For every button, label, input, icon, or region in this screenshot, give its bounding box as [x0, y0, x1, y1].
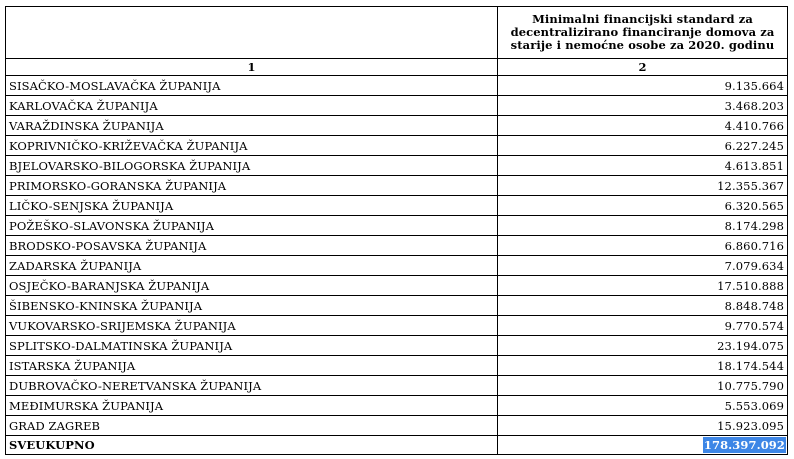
table-body [6, 7, 788, 455]
table-row [6, 236, 788, 256]
county-name-cell: GRAD ZAGREB [6, 416, 498, 436]
table-row [6, 336, 788, 356]
funding-value-cell: 6.227.245 [498, 136, 788, 156]
total-label-cell: SVEUKUPNO [6, 436, 498, 455]
table-row [6, 76, 788, 96]
county-name-cell: KOPRIVNIČKO-KRIŽEVAČKA ŽUPANIJA [6, 136, 498, 156]
county-name-cell: SISAČKO-MOSLAVAČKA ŽUPANIJA [6, 76, 498, 96]
total-value-cell [498, 436, 788, 455]
county-name-cell: VUKOVARSKO-SRIJEMSKA ŽUPANIJA [6, 316, 498, 336]
table-row [6, 316, 788, 336]
funding-value-cell: 6.860.716 [498, 236, 788, 256]
header-cell-county [6, 7, 498, 59]
funding-value-cell: 17.510.888 [498, 276, 788, 296]
table-row [6, 196, 788, 216]
table-row [6, 96, 788, 116]
funding-value-cell: 7.079.634 [498, 256, 788, 276]
table-row [6, 296, 788, 316]
funding-value-cell: 8.848.748 [498, 296, 788, 316]
table-row [6, 116, 788, 136]
county-name-cell: BRODSKO-POSAVSKA ŽUPANIJA [6, 236, 498, 256]
header-cell-standard: Minimalni financijski standard za decentralizirano financiranje domova za starije i nemoćne osobe za 2020. godinu [498, 7, 788, 59]
county-name-cell: POŽEŠKO-SLAVONSKA ŽUPANIJA [6, 216, 498, 236]
selected-total-value[interactable]: 178.397.092 [703, 438, 785, 452]
county-name-cell: OSJEČKO-BARANJSKA ŽUPANIJA [6, 276, 498, 296]
county-name-cell: VARAŽDINSKA ŽUPANIJA [6, 116, 498, 136]
column-number-row [6, 59, 788, 76]
county-name-cell: PRIMORSKO-GORANSKA ŽUPANIJA [6, 176, 498, 196]
table-row [6, 136, 788, 156]
funding-value-cell: 9.770.574 [498, 316, 788, 336]
funding-table [5, 6, 788, 455]
funding-value-cell: 10.775.790 [498, 376, 788, 396]
county-name-cell: MEĐIMURSKA ŽUPANIJA [6, 396, 498, 416]
county-name-cell: ISTARSKA ŽUPANIJA [6, 356, 498, 376]
table-row [6, 396, 788, 416]
county-name-cell: BJELOVARSKO-BILOGORSKA ŽUPANIJA [6, 156, 498, 176]
funding-value-cell: 6.320.565 [498, 196, 788, 216]
column-number-2: 2 [498, 59, 788, 76]
table-row [6, 276, 788, 296]
county-name-cell: LIČKO-SENJSKA ŽUPANIJA [6, 196, 498, 216]
table-row [6, 176, 788, 196]
total-row [6, 436, 788, 455]
table-row [6, 376, 788, 396]
funding-value-cell: 9.135.664 [498, 76, 788, 96]
county-name-cell: SPLITSKO-DALMATINSKA ŽUPANIJA [6, 336, 498, 356]
county-name-cell: ZADARSKA ŽUPANIJA [6, 256, 498, 276]
funding-value-cell: 5.553.069 [498, 396, 788, 416]
funding-value-cell: 18.174.544 [498, 356, 788, 376]
funding-value-cell: 3.468.203 [498, 96, 788, 116]
header-row [6, 7, 788, 59]
column-number-1: 1 [6, 59, 498, 76]
county-name-cell: DUBROVAČKO-NERETVANSKA ŽUPANIJA [6, 376, 498, 396]
funding-value-cell: 4.613.851 [498, 156, 788, 176]
county-name-cell: ŠIBENSKO-KNINSKA ŽUPANIJA [6, 296, 498, 316]
funding-value-cell: 15.923.095 [498, 416, 788, 436]
table-row [6, 356, 788, 376]
table-row [6, 256, 788, 276]
table-row [6, 156, 788, 176]
funding-value-cell: 8.174.298 [498, 216, 788, 236]
county-name-cell: KARLOVAČKA ŽUPANIJA [6, 96, 498, 116]
funding-value-cell: 4.410.766 [498, 116, 788, 136]
funding-value-cell: 23.194.075 [498, 336, 788, 356]
table-row [6, 216, 788, 236]
table-row [6, 416, 788, 436]
funding-value-cell: 12.355.367 [498, 176, 788, 196]
